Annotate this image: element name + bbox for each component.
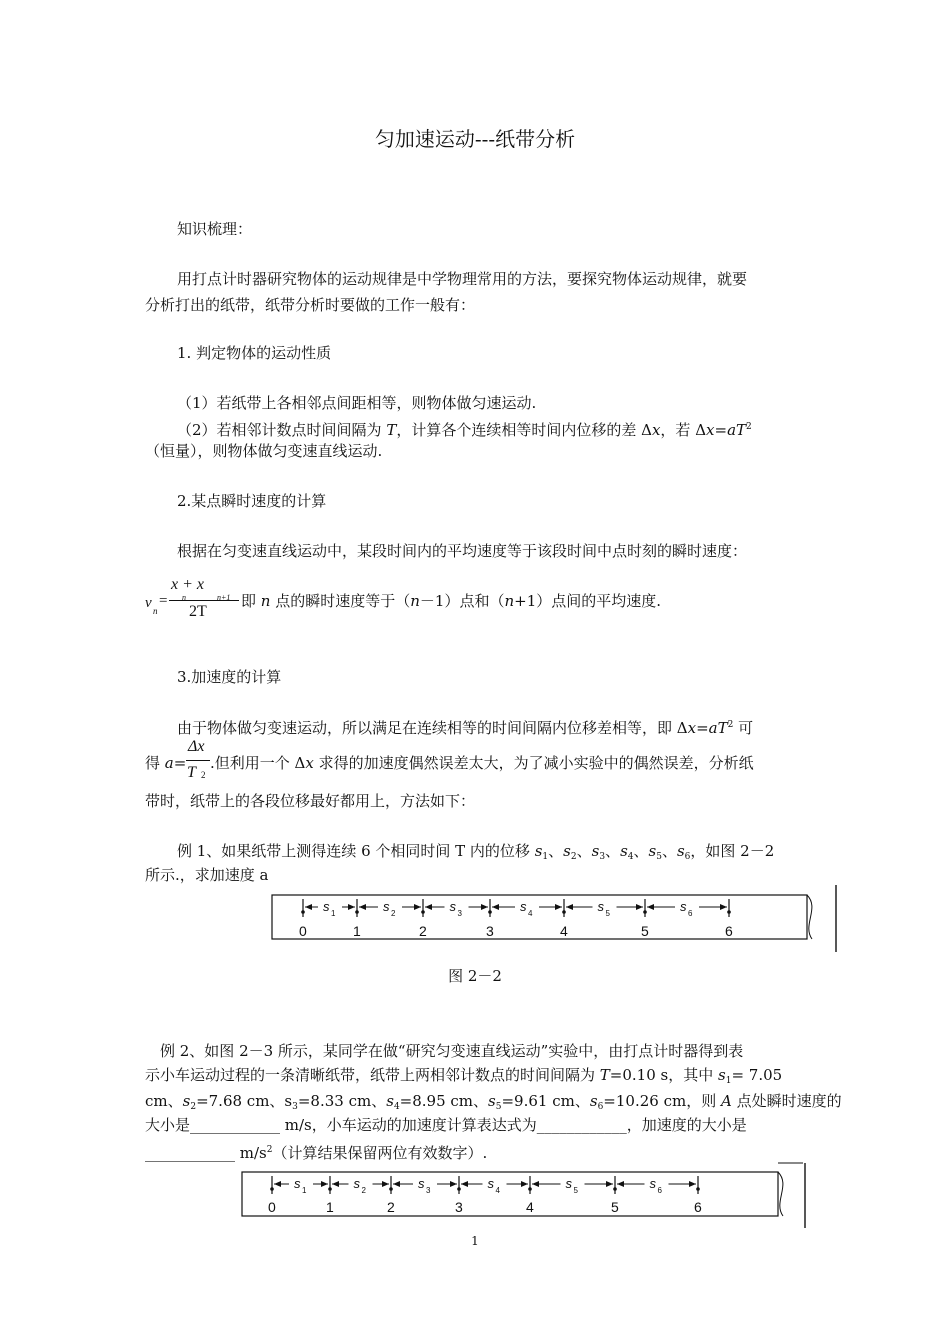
- tape1-point-label-2: 2: [419, 923, 427, 939]
- example1-line2: 所示.，求加速度 a: [145, 866, 269, 884]
- tape2-point-label-0: 0: [268, 1199, 276, 1215]
- tape2-seg-sub-1: 2: [361, 1186, 366, 1195]
- tape2-point-label-6: 6: [694, 1199, 702, 1215]
- section1-item2: （2）若相邻计数点时间间隔为 T，计算各个连续相等时间内位移的差 Δx，若 $\Delta x=aT^2$: [177, 421, 752, 439]
- tape2-point-label-3: 3: [455, 1199, 463, 1215]
- tape2-point-label-5: 5: [611, 1199, 619, 1215]
- tape2-seg-label-4: s: [565, 1176, 572, 1191]
- section1-item1: （1）若纸带上各相邻点间距相等，则物体做匀速运动.: [177, 394, 537, 412]
- paper-tape-figure-2-2: [268, 880, 848, 955]
- tape1-arrow-right-5: [720, 904, 727, 910]
- tape1-arrow-left-1: [359, 904, 366, 910]
- tape2-seg-sub-5: 6: [657, 1186, 662, 1195]
- section2-heading: 2.某点瞬时速度的计算: [177, 492, 327, 510]
- example1-line1: 例 1、如果纸带上测得连续 6 个相同时间 T 内的位移 $s_1$、$s_2$、$s_3$、$s_4$、$s_5$、$s_6$，如图 2－2: [177, 842, 775, 862]
- example2-line4: 大小是____________ m/s，小车运动的加速度计算表达式为____________，加速度的大小是: [145, 1116, 747, 1134]
- intro-line-1: 用打点计时器研究物体的运动规律是中学物理常用的方法，要探究物体运动规律，就要: [177, 270, 748, 288]
- tape2-arrow-right-3: [521, 1181, 528, 1187]
- tape1-seg-sub-1: 2: [391, 909, 396, 918]
- tape1-arrow-right-4: [636, 904, 643, 910]
- tape2-arrow-left-5: [617, 1181, 624, 1187]
- tape1-dot-0: [301, 910, 305, 914]
- tape2-arrow-right-0: [321, 1181, 328, 1187]
- tape1-dot-2: [421, 910, 425, 914]
- tape1-seg-label-4: s: [597, 899, 604, 914]
- tape2-seg-sub-3: 4: [495, 1186, 500, 1195]
- tape2-seg-label-3: s: [487, 1176, 494, 1191]
- tape1-arrow-right-3: [555, 904, 562, 910]
- tape2-seg-label-5: s: [649, 1176, 656, 1191]
- tape1-dot-1: [355, 910, 359, 914]
- figure-2-2-caption: 图 2－2: [448, 967, 502, 985]
- page-title: 匀加速运动---纸带分析: [374, 127, 576, 151]
- acceleration-fraction: Δx T 2: [186, 738, 212, 786]
- tape2-seg-sub-0: 1: [302, 1186, 307, 1195]
- tape1-seg-sub-5: 6: [688, 909, 693, 918]
- section3-line3: 带时，纸带上的各段位移最好都用上，方法如下：: [145, 792, 476, 810]
- example2-line5: ____________ $m/s^2$（计算结果保留两位有效数字）.: [145, 1144, 488, 1162]
- tape2-arrow-left-3: [461, 1181, 468, 1187]
- tape2-seg-label-1: s: [353, 1176, 360, 1191]
- tape2-dot-5: [613, 1187, 617, 1191]
- tape1-seg-sub-2: 3: [457, 909, 462, 918]
- velocity-formula: v n = x + x n n+1 2T: [145, 574, 245, 626]
- tape1-dot-5: [643, 910, 647, 914]
- tape2-arrow-left-4: [532, 1181, 539, 1187]
- tape1-point-label-3: 3: [486, 923, 494, 939]
- tape1-dot-6: [727, 910, 731, 914]
- tape2-seg-sub-4: 5: [573, 1186, 578, 1195]
- tape1-seg-label-1: s: [383, 899, 390, 914]
- tape1-seg-label-0: s: [323, 899, 330, 914]
- section1-item2-cont: （恒量），则物体做匀变速直线运动.: [145, 442, 383, 460]
- tape1-point-label-0: 0: [299, 923, 307, 939]
- tape2-arrow-right-1: [382, 1181, 389, 1187]
- tape1-arrow-left-5: [647, 904, 654, 910]
- tape2-arrow-left-2: [393, 1181, 400, 1187]
- tape2-seg-sub-2: 3: [426, 1186, 431, 1195]
- example2-line1: 例 2、如图 2－3 所示，某同学在做“研究匀变速直线运动”实验中，由打点计时器得到表: [160, 1042, 744, 1060]
- section2-explain: 即 n 点的瞬时速度等于（n－1）点和（n+1）点间的平均速度.: [241, 592, 662, 610]
- section1-heading: 1. 判定物体的运动性质: [177, 344, 332, 362]
- tape2-seg-label-2: s: [418, 1176, 425, 1191]
- tape2-arrow-left-1: [332, 1181, 339, 1187]
- tape1-seg-sub-3: 4: [528, 909, 533, 918]
- tape1-arrow-right-1: [414, 904, 421, 910]
- page-number: 1: [471, 1234, 479, 1248]
- tape1-point-label-5: 5: [641, 923, 649, 939]
- tape1-arrow-left-4: [566, 904, 573, 910]
- tape1-seg-sub-4: 5: [605, 909, 610, 918]
- tape2-arrow-left-0: [274, 1181, 281, 1187]
- paper-tape-figure-2-3: [238, 1160, 818, 1235]
- section3-line2-start: 得 a=: [145, 754, 187, 772]
- example2-line2: 示小车运动过程的一条清晰纸带，纸带上两相邻计数点的时间间隔为 T=0.10 s，其中 $s_1= 7.05$: [145, 1066, 783, 1086]
- tape2-dot-1: [328, 1187, 332, 1191]
- tape1-arrow-left-3: [492, 904, 499, 910]
- intro-line-2: 分析打出的纸带，纸带分析时要做的工作一般有：: [145, 296, 476, 314]
- tape1-point-label-1: 1: [353, 923, 361, 939]
- example2-line3: cm、$s_2=7.68$ cm、$s_3=8.33$ cm、$s_4=8.95$ cm、$s_5=9.61$ cm、$s_6=10.26$ cm，则 A 点处瞬时速度的: [145, 1092, 842, 1112]
- tape2-dot-3: [457, 1187, 461, 1191]
- tape1-seg-label-5: s: [680, 899, 687, 914]
- tape1-dot-3: [488, 910, 492, 914]
- section3-line2: .但利用一个 Δx 求得的加速度偶然误差太大，为了减小实验中的偶然误差，分析纸: [210, 754, 754, 772]
- tape2-arrow-right-5: [689, 1181, 696, 1187]
- section3-heading: 3.加速度的计算: [177, 668, 282, 686]
- tape2-dot-0: [270, 1187, 274, 1191]
- section2-text: 根据在匀变速直线运动中，某段时间内的平均速度等于该段时间中点时刻的瞬时速度：: [177, 542, 748, 560]
- tape2-point-label-2: 2: [387, 1199, 395, 1215]
- tape1-point-label-6: 6: [725, 923, 733, 939]
- tape2-dot-4: [528, 1187, 532, 1191]
- tape1-seg-label-3: s: [520, 899, 527, 914]
- tape1-arrow-right-0: [348, 904, 355, 910]
- section3-line1: 由于物体做匀变速运动，所以满足在连续相等的时间间隔内位移差相等，即 $\Delta x=aT^2$ 可: [177, 719, 754, 737]
- tape1-arrow-right-2: [481, 904, 488, 910]
- tape2-dot-6: [696, 1187, 700, 1191]
- tape2-point-label-1: 1: [326, 1199, 334, 1215]
- tape1-dot-4: [562, 910, 566, 914]
- tape1-arrow-left-2: [425, 904, 432, 910]
- tape1-seg-sub-0: 1: [331, 909, 336, 918]
- tape1-seg-label-2: s: [449, 899, 456, 914]
- tape2-arrow-right-4: [606, 1181, 613, 1187]
- tape2-arrow-right-2: [450, 1181, 457, 1187]
- knowledge-heading: 知识梳理：: [177, 220, 253, 238]
- tape2-seg-label-0: s: [294, 1176, 301, 1191]
- tape1-arrow-left-0: [305, 904, 312, 910]
- tape2-dot-2: [389, 1187, 393, 1191]
- tape2-point-label-4: 4: [526, 1199, 534, 1215]
- tape1-point-label-4: 4: [560, 923, 568, 939]
